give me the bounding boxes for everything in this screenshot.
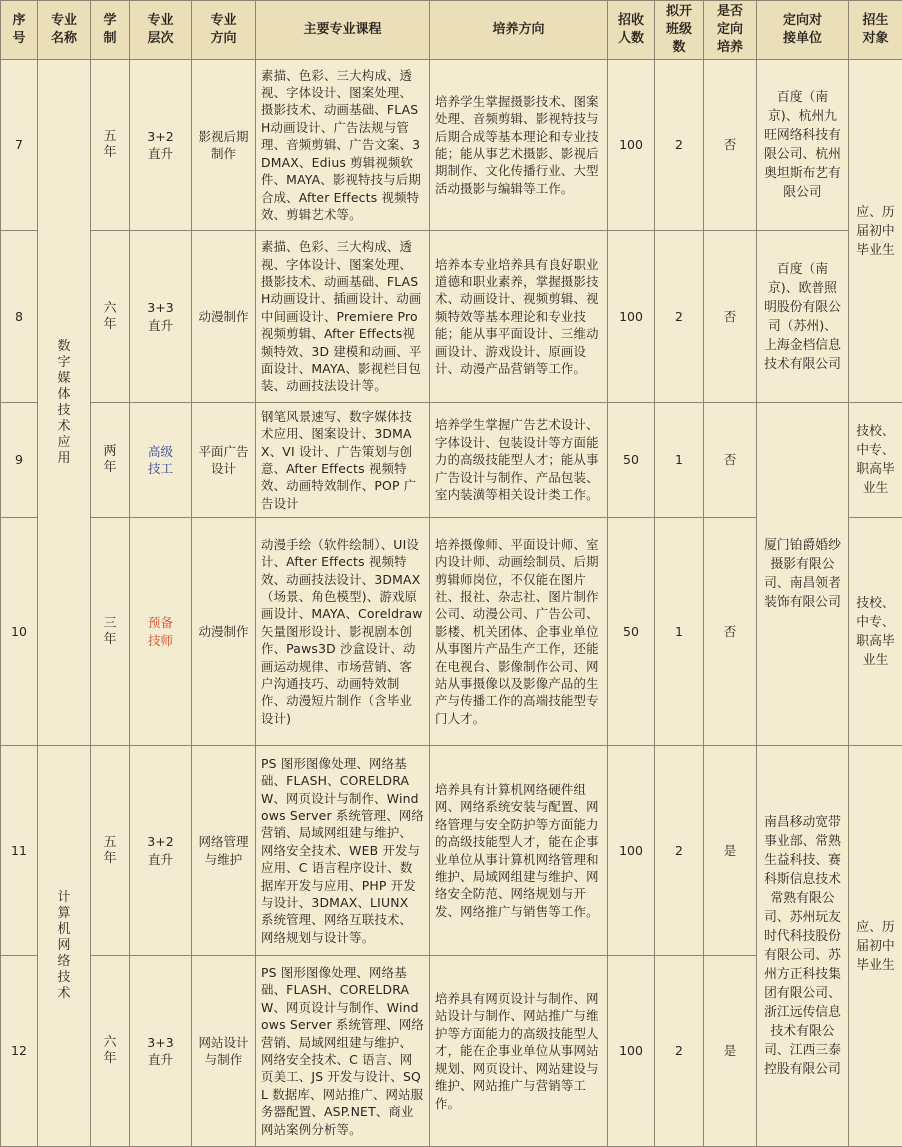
classes-cell: 2 [655,956,704,1147]
seq-cell: 11 [1,746,38,956]
training-cell: 培养摄像师、平面设计师、室内设计师、动画绘制员、后期剪辑师岗位，不仅能在图片社、报社、杂志社、图片制作公司、动漫公司、广告公司、影楼、机关团体、企事业单位从事图片产品生产工作，还能在电视台、影像制作公司、网站从事摄像以及影像产品的生产与传播工作的高端技能型专门人才。 [430,518,608,746]
training-cell: 培养本专业培养具有良好职业道德和职业素养，掌握摄影技术、动画设计、视频剪辑、视频特效等基本理论和专业技能；能从事平面设计、三维动画设计、游戏设计、原画设计、动漫产品营销等工作。 [430,231,608,403]
training-cell: 培养具有计算机网络硬件组网、网络系统安装与配置、网络管理与安全防护等方面能力的高级技能型人才，能在企事业单位从事计算机网络管理和维护、局域网组建与维护、网络安全防范、网络规划与开发、网络推广与销售等工作。 [430,746,608,956]
direction-cell: 网站设计与制作 [192,956,256,1147]
seq-cell: 8 [1,231,38,403]
direction-cell: 动漫制作 [192,518,256,746]
duration-cell: 五年 [91,60,130,231]
courses-cell: 素描、色彩、三大构成、透视、字体设计、图案处理、摄影技术、动画基础、FLASH动画设计、插画设计、动画中间画设计、Premiere Pro视频剪辑、After Effects视频特效、3D 建模和动画、平面设计、MAYA、影视栏目包装、动画技法设计等。 [256,231,430,403]
unit-cell: 厦门铂爵婚纱摄影有限公司、南昌领者装饰有限公司 [757,403,849,746]
courses-cell: 钢笔风景速写、数字媒体技术应用、图案设计、3DMAX、VI 设计、广告策划与创意、After Effects 视频特效、动画特效制作、POP 广告设计 [256,403,430,518]
direction-cell: 平面广告设计 [192,403,256,518]
duration-cell: 六年 [91,956,130,1147]
oriented-cell: 是 [704,956,757,1147]
header-level: 专业 层次 [130,1,192,60]
target-cell: 技校、中专、职高毕业生 [849,403,902,518]
courses-cell: PS 图形图像处理、网络基础、FLASH、CORELDRAW、网页设计与制作、Windows Server 系统管理、网络营销、局域网组建与维护、网络安全技术、C 语言、网页美工、JS 开发与设计、SQL 数据库、网站推广、网站服务器配置、ASP.NET、商业网站案例分析等。 [256,956,430,1147]
enroll-cell: 50 [608,403,655,518]
duration-cell: 五年 [91,746,130,956]
seq-cell: 10 [1,518,38,746]
oriented-cell: 否 [704,60,757,231]
direction-cell: 影视后期制作 [192,60,256,231]
unit-cell: 百度（南京)、欧普照明股份有限公司（苏州)、上海金档信息技术有限公司 [757,231,849,403]
header-row [1,1,902,60]
training-cell: 培养学生掌握摄影技术、图案处理、音频剪辑、影视特技与后期合成等基本理论和专业技能；能从事艺术摄影、影视后期制作、文化传播行业、大型活动摄影与编辑等工作。 [430,60,608,231]
unit-cell: 南昌移动宽带事业部、常熟生益科技、赛科斯信息技术常熟有限公司、苏州玩友时代科技股份有限公司、苏州方正科技集团有限公司、浙江远传信息技术有限公司、江西三泰控股有限公司 [757,746,849,1147]
header-seq: 序 号 [1,1,38,60]
classes-cell: 1 [655,403,704,518]
enroll-cell: 100 [608,956,655,1147]
table-row [1,60,902,231]
classes-cell: 2 [655,60,704,231]
oriented-cell: 否 [704,231,757,403]
level-cell: 预备 技师 [130,518,192,746]
major-cell-network: 计算机网络技术 [38,746,91,1147]
target-cell: 技校、中专、职高毕业生 [849,518,902,746]
level-cell: 高级 技工 [130,403,192,518]
target-cell: 应、历届初中毕业生 [849,746,902,1147]
seq-cell: 7 [1,60,38,231]
header-major: 专业 名称 [38,1,91,60]
table-row [1,746,902,956]
classes-cell: 2 [655,746,704,956]
seq-cell: 9 [1,403,38,518]
header-classes: 拟开 班级 数 [655,1,704,60]
enroll-cell: 100 [608,60,655,231]
header-courses: 主要专业课程 [256,1,430,60]
oriented-cell: 否 [704,403,757,518]
target-cell: 应、历届初中毕业生 [849,60,902,403]
level-cell: 3+3 直升 [130,956,192,1147]
header-duration: 学 制 [91,1,130,60]
classes-cell: 1 [655,518,704,746]
enroll-cell: 100 [608,231,655,403]
courses-cell: PS 图形图像处理、网络基础、FLASH、CORELDRAW、网页设计与制作、Windows Server 系统管理、网络营销、局域网组建与维护、网络安全技术、WEB 开发与应用、C 语言程序设计、数据库开发与应用、PHP 开发与设计、3DMAX、LIUNX 系统管理、网络互联技术、网络规划与设计等。 [256,746,430,956]
header-enroll: 招收 人数 [608,1,655,60]
enroll-cell: 100 [608,746,655,956]
courses-cell: 素描、色彩、三大构成、透视、字体设计、图案处理、摄影技术、动画基础、FLASH动画设计、广告法规与管理、音频剪辑、广告文案、3DMAX、Edius 剪辑视频软件、MAYA、影视特技与后期合成、After Effects 视频特效、剪辑艺术等。 [256,60,430,231]
enroll-cell: 50 [608,518,655,746]
direction-cell: 动漫制作 [192,231,256,403]
level-cell: 3+3 直升 [130,231,192,403]
table-row [1,403,902,518]
level-cell: 3+2 直升 [130,60,192,231]
header-direction: 专业 方向 [192,1,256,60]
header-targets: 招生 对象 [849,1,902,60]
direction-cell: 网络管理与维护 [192,746,256,956]
duration-cell: 两年 [91,403,130,518]
level-cell: 3+2 直升 [130,746,192,956]
classes-cell: 2 [655,231,704,403]
unit-cell: 百度（南京)、杭州九旺网络科技有限公司、杭州奥坦斯布艺有限公司 [757,60,849,231]
duration-cell: 六年 [91,231,130,403]
header-oriented: 是否 定向 培养 [704,1,757,60]
table-row [1,231,902,403]
header-training: 培养方向 [430,1,608,60]
seq-cell: 12 [1,956,38,1147]
major-cell-digital-media: 数字媒体技术应用 [38,60,91,746]
training-cell: 培养学生掌握广告艺术设计、字体设计、包装设计等方面能力的高级技能型人才；能从事广告设计与制作、产品包装、室内装潢等相关设计类工作。 [430,403,608,518]
header-units: 定向对 接单位 [757,1,849,60]
oriented-cell: 是 [704,746,757,956]
oriented-cell: 否 [704,518,757,746]
duration-cell: 三年 [91,518,130,746]
training-cell: 培养具有网页设计与制作、网站设计与制作、网站推广与维护等方面能力的高级技能型人才，能在企事业单位从事网站规划、网页设计、网站建设与维护、网站推广与营销等工作。 [430,956,608,1147]
courses-cell: 动漫手绘（软件绘制）、UI设计、After Effects 视频特效、动画技法设计、3DMAX（场景、角色模型)、游戏原画设计、MAYA、Coreldraw 矢量图形设计、影视剧本创作、Paws3D 沙盒设计、动画运动规律、市场营销、客户沟通技巧、动画特效制作、动漫短片制作（含毕业设计) [256,518,430,746]
